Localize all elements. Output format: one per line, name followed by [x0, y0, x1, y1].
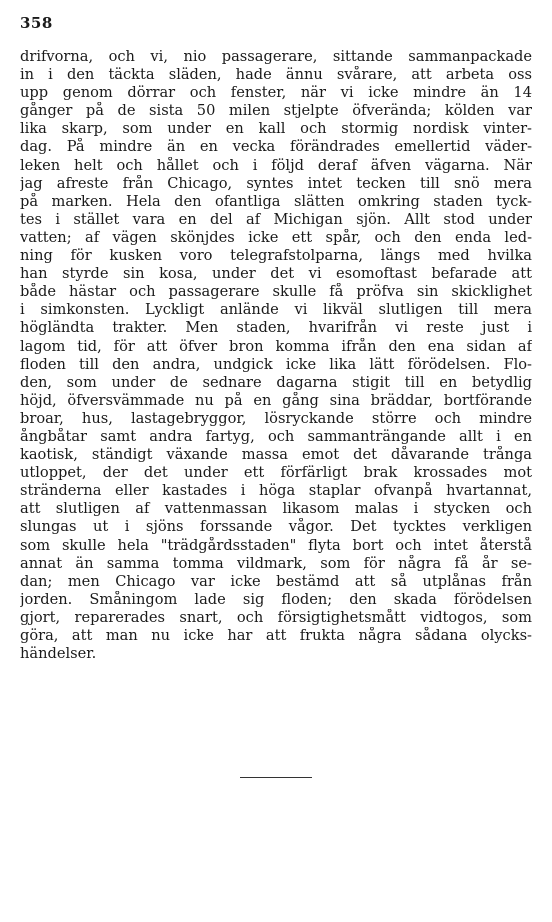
- text-line: kaotisk, ständigt växande massa emot det dåvarande trånga: [20, 446, 532, 464]
- text-line: både hästar och passagerare skulle få pröfva sin skicklighet: [20, 283, 532, 301]
- text-line: jorden. Småningom lade sig floden; den skada förödelsen: [20, 590, 532, 608]
- text-line: annat än samma tomma vildmark, som för några få år se-: [20, 554, 532, 572]
- text-line: gjort, reparerades snart, och försigtighetsmått vidtogos, som: [20, 608, 532, 626]
- text-line: upp genom dörrar och fenster, när vi icke mindre än 14: [20, 84, 532, 102]
- text-line: som skulle hela "trädgårdsstaden" flyta bort och intet återstå: [20, 536, 532, 554]
- text-line: utloppet, der det under ett förfärligt brak krossades mot: [20, 464, 532, 482]
- text-line: den, som under de sednare dagarna stigit till en betydlig: [20, 373, 532, 391]
- text-line: vatten; af vägen skönjdes icke ett spår, och den enda led-: [20, 228, 532, 246]
- text-line: i simkonsten. Lyckligt anlände vi likväl slutligen till mera: [20, 301, 532, 319]
- text-line: broar, hus, lastagebryggor, lösryckande större och mindre: [20, 409, 532, 427]
- text-line: drifvorna, och vi, nio passagerare, sittande sammanpackade: [20, 48, 532, 65]
- text-line: dag. På mindre än en vecka förändrades emellertid väder-: [20, 138, 532, 156]
- text-line: händelser.: [20, 645, 97, 663]
- text-line: tes i stället vara en del af Michigan sjön. Allt stod under: [20, 210, 532, 228]
- text-line: dan; men Chicago var icke bestämd att så utplånas från: [20, 572, 532, 590]
- text-line: leken helt och hållet och i följd deraf äfven vägarna. När: [20, 156, 532, 174]
- text-line: gånger på de sista 50 milen stjelpte öfverända; kölden var: [20, 102, 532, 120]
- text-line: slungas ut i sjöns forssande vågor. Det tycktes verkligen: [20, 518, 532, 536]
- section-divider: [240, 777, 312, 778]
- text-line: stränderna eller kastades i höga staplar ofvanpå hvartannat,: [20, 482, 532, 500]
- text-line: ångbåtar samt andra fartyg, och sammanträngande allt i en: [20, 427, 532, 445]
- text-line: ning för kusken voro telegrafstolparna, längs med hvilka: [20, 247, 532, 265]
- text-line: jag afreste från Chicago, syntes intet tecken till snö mera: [20, 174, 532, 192]
- text-line: lagom tid, för att öfver bron komma ifrån den ena sidan af: [20, 337, 532, 355]
- text-line: lika skarp, som under en kall och stormig nordisk vinter-: [20, 120, 532, 138]
- page-number: 358: [20, 14, 53, 32]
- text-line: att slutligen af vattenmassan likasom malas i stycken och: [20, 500, 532, 518]
- text-line: in i den täckta släden, hade ännu svårare, att arbeta oss: [20, 66, 532, 84]
- text-line: på marken. Hela den ofantliga slätten omkring staden tyck-: [20, 192, 532, 210]
- text-line: göra, att man nu icke har att frukta några sådana olycks-: [20, 627, 532, 644]
- text-line: floden till den andra, undgick icke lika lätt förödelsen. Flo-: [20, 355, 532, 373]
- text-line: han styrde sin kosa, under det vi esomoftast befarade att: [20, 265, 532, 283]
- body-text: [20, 48, 532, 663]
- text-line: högländta trakter. Men staden, hvarifrån vi reste just i: [20, 319, 532, 337]
- text-line: höjd, öfversvämmade nu på en gång sina bräddar, bortförande: [20, 391, 532, 409]
